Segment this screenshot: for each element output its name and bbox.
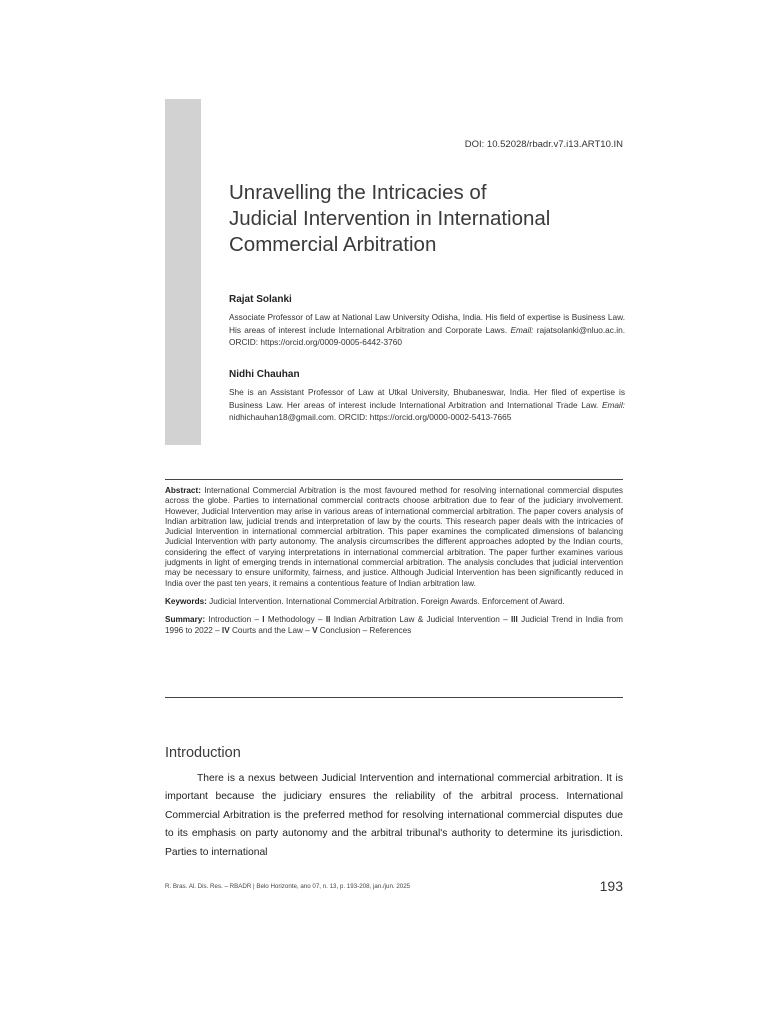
author-contact[interactable]: rajatsolanki@nluo.ac.in. ORCID: https://orcid.org/0009-0005-6442-3760: [229, 324, 626, 348]
summary-contents: [165, 615, 623, 634]
title-line: Unravelling the Intricacies of: [229, 181, 487, 204]
email-label: Email:: [510, 324, 534, 335]
title-line: Commercial Arbitration: [229, 233, 437, 256]
body-paragraph: There is a nexus between Judicial Intervention and international commercial arbitration. It is important because the judiciary ensures the reliability of the arbitral process. International Commercial Arbitration is the preferred method for resolving international commercial disputes due to its emphasis on party autonomy and the arbitral tribunal's authority to determine its jurisdiction. Parties to international: [165, 773, 623, 858]
summary-item: Indian Arbitration Law & Judicial Intervention –: [330, 615, 511, 625]
keywords-paragraph: [165, 597, 623, 607]
author-contact[interactable]: nidhichauhan18@gmail.com. ORCID: https://orcid.org/0000-0002-5413-7665: [229, 412, 512, 423]
keywords-label: Keywords:: [165, 596, 207, 606]
author-block-1: [229, 294, 625, 349]
summary-numeral: III: [511, 615, 518, 625]
article-title: [229, 180, 649, 258]
summary-label: Summary:: [165, 615, 206, 625]
summary-numeral: II: [325, 615, 331, 625]
author-bio: [229, 386, 625, 424]
author-bio-text: She is an Assistant Professor of Law at Utkal University, Bhubaneswar, India. Her filed of expertise is Business Law. Her areas of interest include International Arbitration and International Trade Law.: [229, 387, 625, 410]
decorative-side-bar: [165, 99, 201, 445]
keywords-text: Judicial Intervention. International Commercial Arbitration. Foreign Awards. Enforcement of Award.: [209, 596, 565, 606]
summary-numeral: V: [312, 625, 318, 635]
author-name: Rajat Solanki: [229, 294, 292, 305]
summary-item: Introduction –: [208, 615, 263, 625]
doi-line[interactable]: DOI: 10.52028/rbadr.v7.i13.ART10.IN: [464, 139, 623, 150]
summary-numeral: IV: [221, 625, 230, 635]
top-divider: [165, 479, 623, 480]
author-block-2: [229, 369, 625, 424]
summary-item: Methodology –: [264, 615, 326, 625]
title-line: Judicial Intervention in International: [229, 207, 551, 230]
author-bio-text: Associate Professor of Law at National Law University Odisha, India. His field of expertise is Business Law. His areas of interest include International Arbitration and Corporate Laws.: [229, 312, 625, 335]
author-bio: [229, 311, 625, 349]
footer-citation: R. Bras. Al. Dis. Res. – RBADR | Belo Horizonte, ano 07, n. 13, p. 193-208, jan./jun. 2025: [165, 883, 411, 890]
abstract-section: [165, 486, 623, 644]
author-name: Nidhi Chauhan: [229, 369, 300, 380]
summary-numeral: I: [262, 615, 265, 625]
summary-paragraph: [165, 615, 623, 636]
abstract-paragraph: [165, 486, 623, 589]
page-number: 193: [599, 878, 623, 894]
abstract-text: International Commercial Arbitration is the most favoured method for resolving international commercial disputes across the globe. Parties to international commercial contracts choose arbitration due to fear of the judiciary involvement. However, Judicial Intervention may arise in various areas of international commercial arbitration. The paper covers analysis of Indian arbitration law, judicial trends and interpretation of law by the courts. This research paper deals with the intricacies of Judicial Intervention in international commercial arbitration. This paper examines the complicated dimensions of balancing Judicial Intervention with party autonomy. The analysis circumscribes the different approaches adopted by the Indian courts, considering the effect of varying interpretations in international commercial arbitration. The paper further examines various judgments in light of emerging trends in international commercial arbitration. The analysis concludes that judicial intervention may be necessary to ensure uniformity, fairness, and justice. Although Judicial Intervention has been significantly reduced in India over the past ten years, it remains a contentious feature of Indian arbitration law.: [165, 486, 623, 588]
summary-item: Courts and the Law –: [229, 625, 313, 635]
bottom-divider: [165, 697, 623, 698]
email-label: Email:: [601, 399, 625, 410]
summary-item: Judicial Trend in India from 1996 to 2022 –: [165, 615, 624, 635]
summary-item: Conclusion – References: [317, 625, 412, 635]
section-heading: Introduction: [165, 745, 241, 761]
abstract-label: Abstract:: [165, 486, 201, 495]
